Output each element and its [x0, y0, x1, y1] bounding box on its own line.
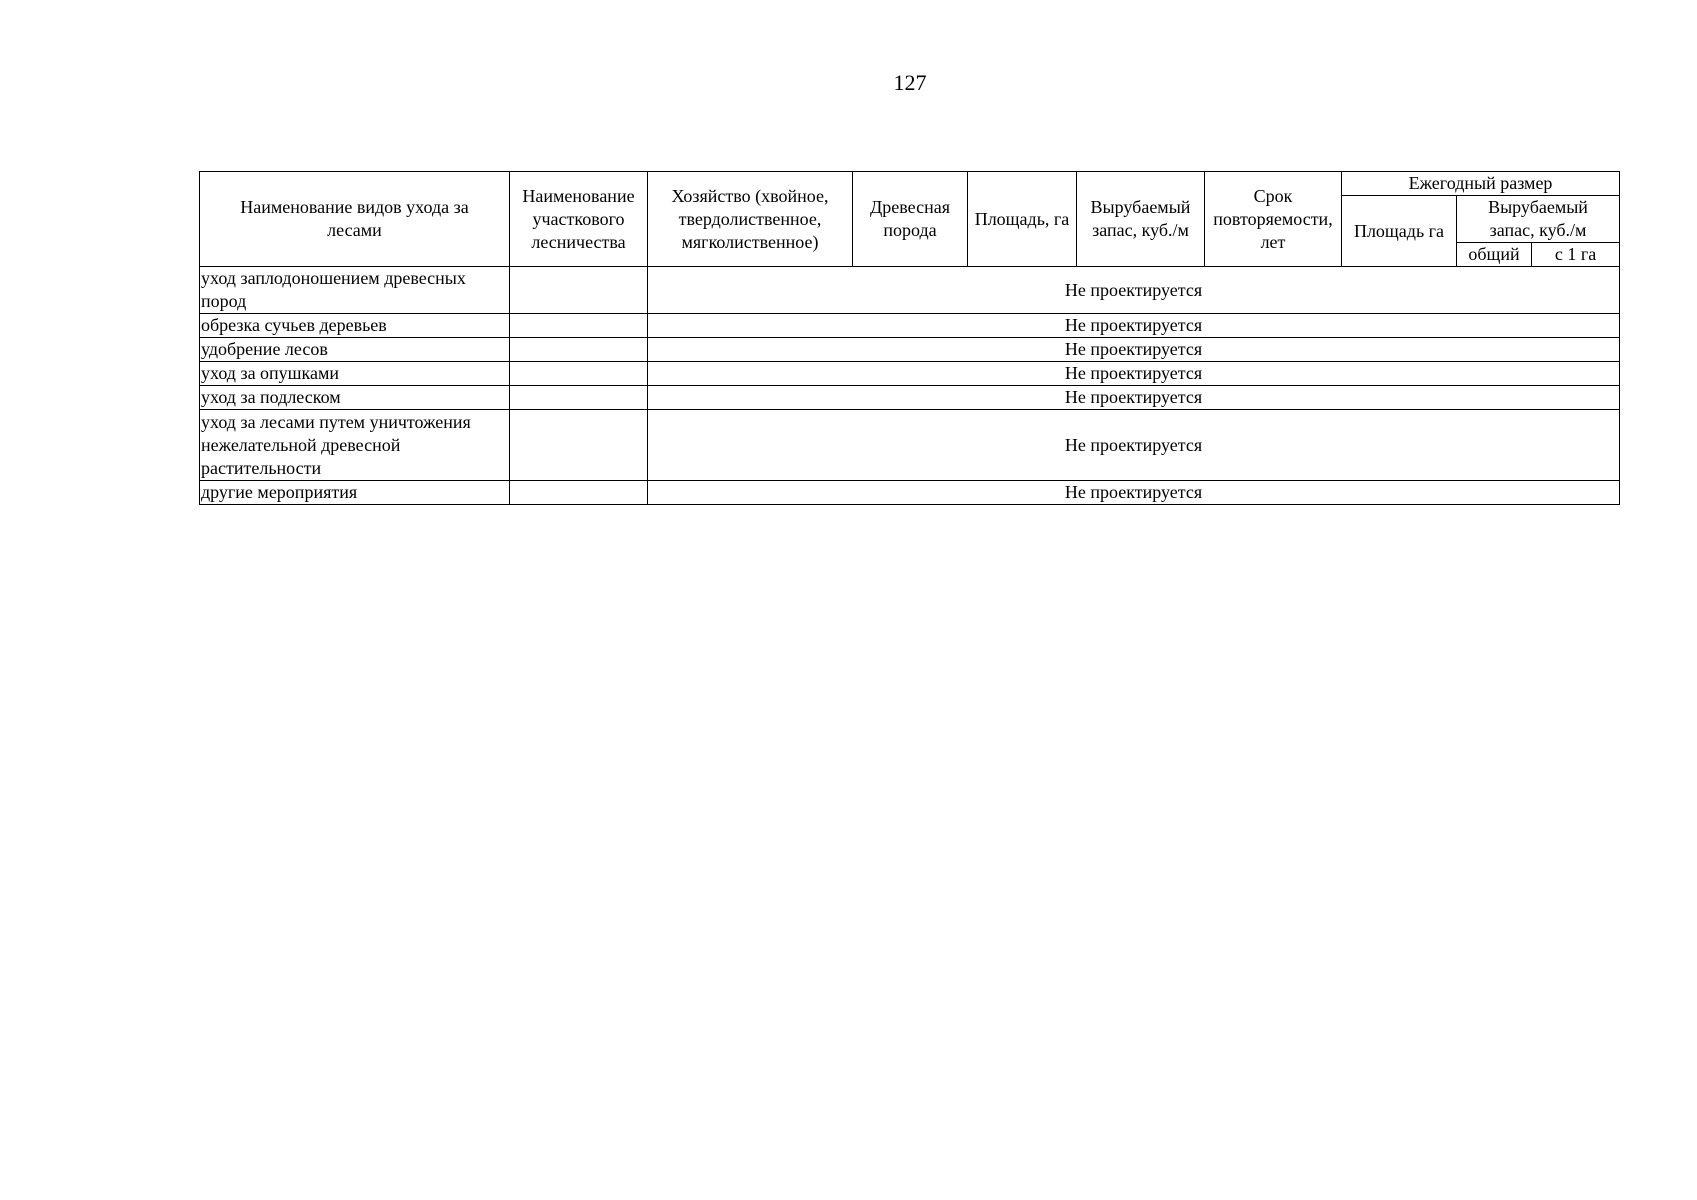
- header-care-type: Наименование видов ухода за лесами: [200, 172, 510, 267]
- care-type-cell: другие мероприятия: [200, 481, 510, 505]
- header-forestry-section: Наименование участкового лесничества: [510, 172, 648, 267]
- table-row: [200, 410, 1620, 481]
- forestry-section-cell: [510, 338, 648, 362]
- status-cell: Не проектируется: [648, 362, 1620, 386]
- forestry-section-cell: [510, 267, 648, 314]
- header-area: Площадь, га: [968, 172, 1077, 267]
- forestry-section-cell: [510, 314, 648, 338]
- table-row: [200, 481, 1620, 505]
- forestry-section-cell: [510, 386, 648, 410]
- header-annual-total: общий: [1457, 243, 1532, 267]
- table-row: [200, 386, 1620, 410]
- table-header: [200, 172, 1620, 267]
- status-cell: Не проектируется: [648, 314, 1620, 338]
- header-tree-species: Древесная порода: [853, 172, 968, 267]
- forest-care-table: [199, 171, 1620, 505]
- header-economy: Хозяйство (хвойное, твердолиственное, мягколиственное): [648, 172, 853, 267]
- table-row: [200, 267, 1620, 314]
- header-annual-area: Площадь га: [1342, 196, 1457, 267]
- care-type-cell: уход за лесами путем уничтожения нежелательной древесной растительности: [200, 410, 510, 481]
- header-harvest-stock: Вырубаемый запас, куб./м: [1077, 172, 1205, 267]
- header-annual-harvest-stock: Вырубаемый запас, куб./м: [1457, 196, 1620, 243]
- status-cell: Не проектируется: [648, 386, 1620, 410]
- page-number: 127: [893, 70, 927, 95]
- table-row: [200, 314, 1620, 338]
- table-row: [200, 338, 1620, 362]
- status-cell: Не проектируется: [648, 410, 1620, 481]
- care-type-cell: уход за опушками: [200, 362, 510, 386]
- table-body: [200, 267, 1620, 505]
- forestry-section-cell: [510, 362, 648, 386]
- header-annual-size: Ежегодный размер: [1342, 172, 1620, 196]
- header-annual-per-ha: с 1 га: [1532, 243, 1620, 267]
- care-type-cell: обрезка сучьев деревьев: [200, 314, 510, 338]
- table-row: [200, 362, 1620, 386]
- header-repeat-period: Срок повторяемости, лет: [1205, 172, 1342, 267]
- status-cell: Не проектируется: [648, 338, 1620, 362]
- forestry-section-cell: [510, 481, 648, 505]
- care-type-cell: удобрение лесов: [200, 338, 510, 362]
- forestry-section-cell: [510, 410, 648, 481]
- status-cell: Не проектируется: [648, 267, 1620, 314]
- care-type-cell: уход заплодоношением древесных пород: [200, 267, 510, 314]
- status-cell: Не проектируется: [648, 481, 1620, 505]
- care-type-cell: уход за подлеском: [200, 386, 510, 410]
